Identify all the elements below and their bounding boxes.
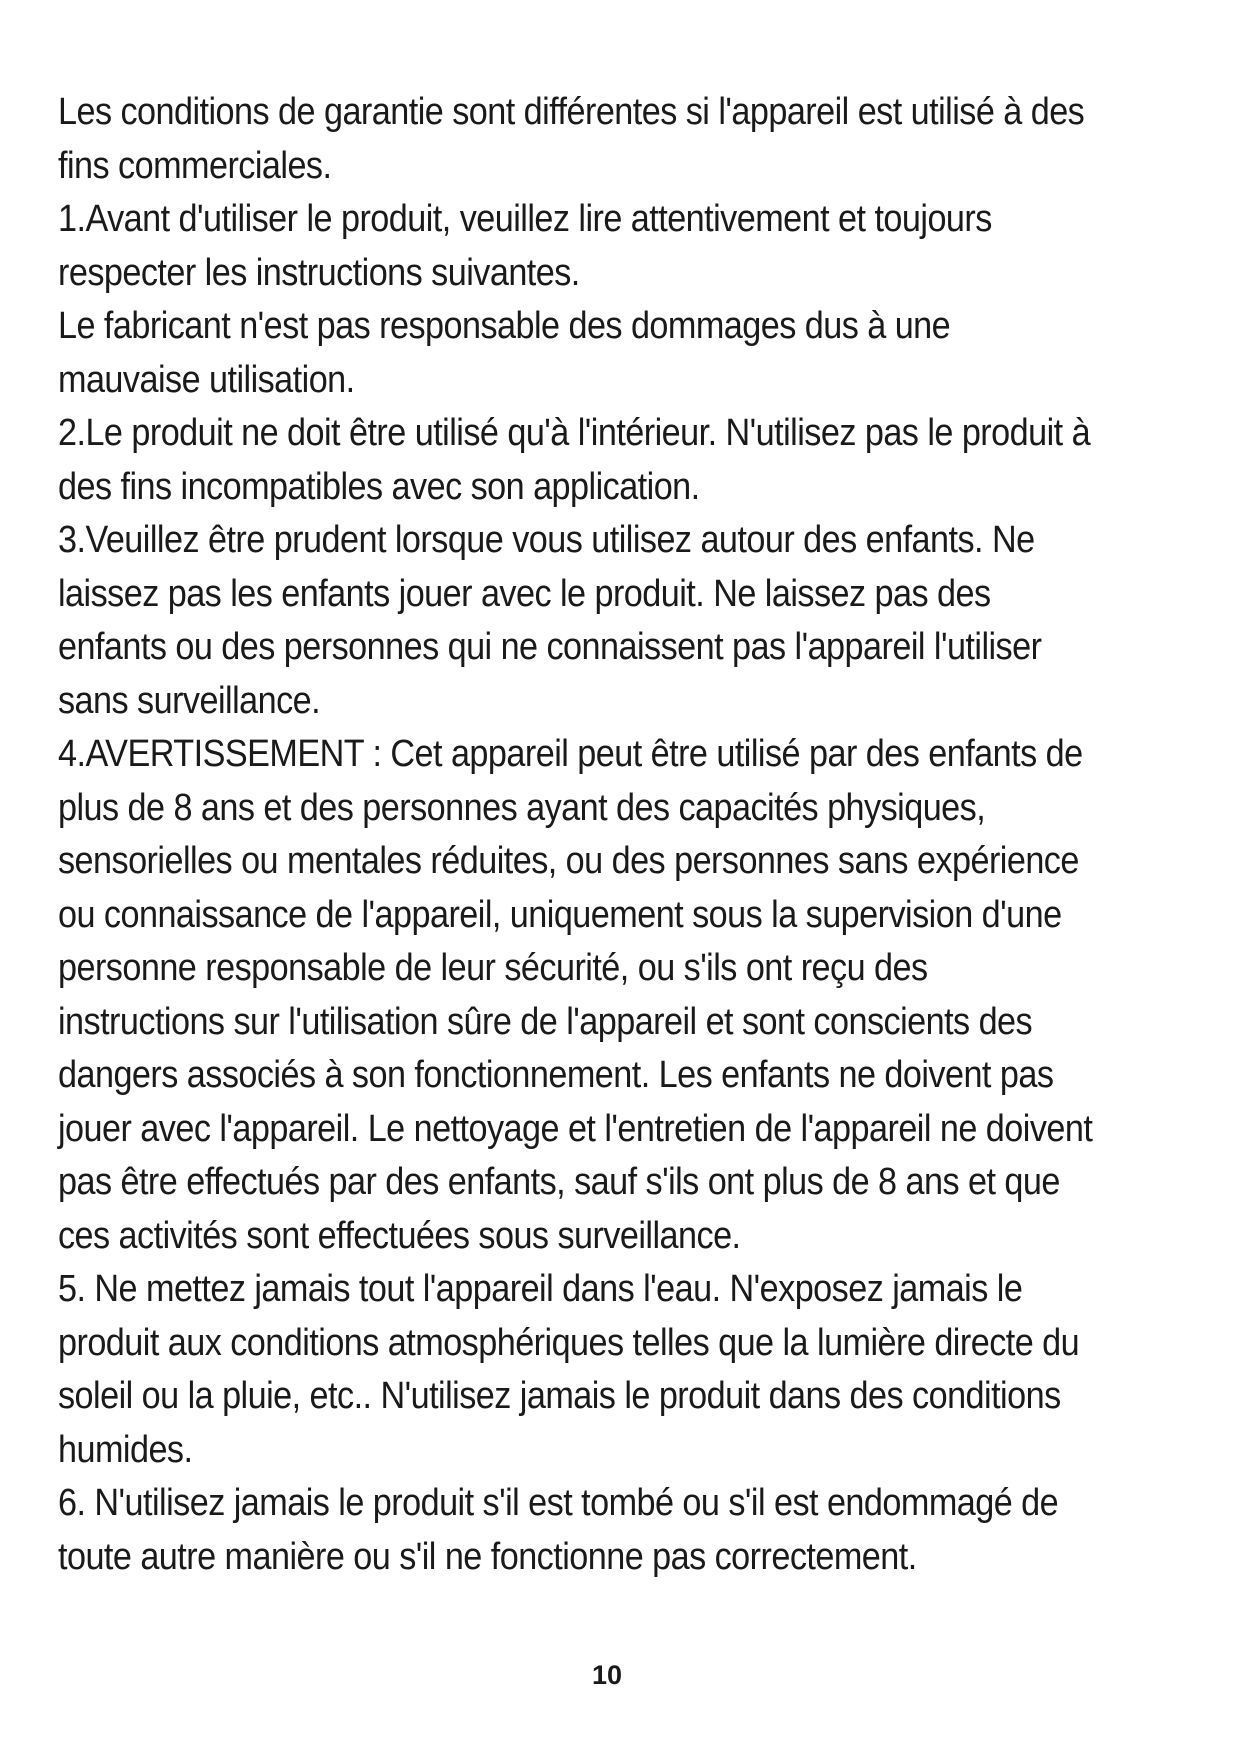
instruction-1-paragraph: 1.Avant d'utiliser le produit, veuillez lire attentivement et toujours respecter les instructions suivantes.: [58, 198, 992, 294]
safety-instructions-text: [58, 86, 1093, 1584]
instruction-3-paragraph: 3.Veuillez être prudent lorsque vous utilisez autour des enfants. Ne laissez pas les enfants jouer avec le produit. Ne laissez pas des enfants ou des personnes qui ne connaissent pas l'appareil l'utiliser sans surveillance.: [58, 519, 1042, 722]
warranty-note-paragraph: Les conditions de garantie sont différentes si l'appareil est utilisé à des fins commerciales.: [58, 91, 1085, 187]
instruction-2-paragraph: 2.Le produit ne doit être utilisé qu'à l'intérieur. N'utilisez pas le produit à des fins incompatibles avec son application.: [58, 412, 1091, 508]
instruction-5-paragraph: 5. Ne mettez jamais tout l'appareil dans l'eau. N'exposez jamais le produit aux conditions atmosphériques telles que la lumière directe du soleil ou la pluie, etc.. N'utilisez jamais le produit dans des conditions humides.: [58, 1268, 1080, 1471]
instruction-6-paragraph: 6. N'utilisez jamais le produit s'il est tombé ou s'il est endommagé de toute autre manière ou s'il ne fonctionne pas correctement.: [58, 1482, 1059, 1578]
instruction-4-warning-paragraph: 4.AVERTISSEMENT : Cet appareil peut être utilisé par des enfants de plus de 8 ans et des personnes ayant des capacités physiques, sensorielles ou mentales réduites, ou des personnes sans expérience ou connaissance de l'appareil, uniquement sous la supervision d'une personne responsable de leur sécurité, ou s'ils ont reçu des instructions sur l'utilisation sûre de l'appareil et sont conscients des dangers associés à son fonctionnement. Les enfants ne doivent pas jouer avec l'appareil. Le nettoyage et l'entretien de l'appareil ne doivent pas être effectués par des enfants, sauf s'ils ont plus de 8 ans et que ces activités sont effectuées sous surveillance.: [58, 733, 1093, 1257]
page-number: 10: [591, 1660, 623, 1690]
manufacturer-liability-paragraph: Le fabricant n'est pas responsable des dommages dus à une mauvaise utilisation.: [58, 305, 951, 401]
